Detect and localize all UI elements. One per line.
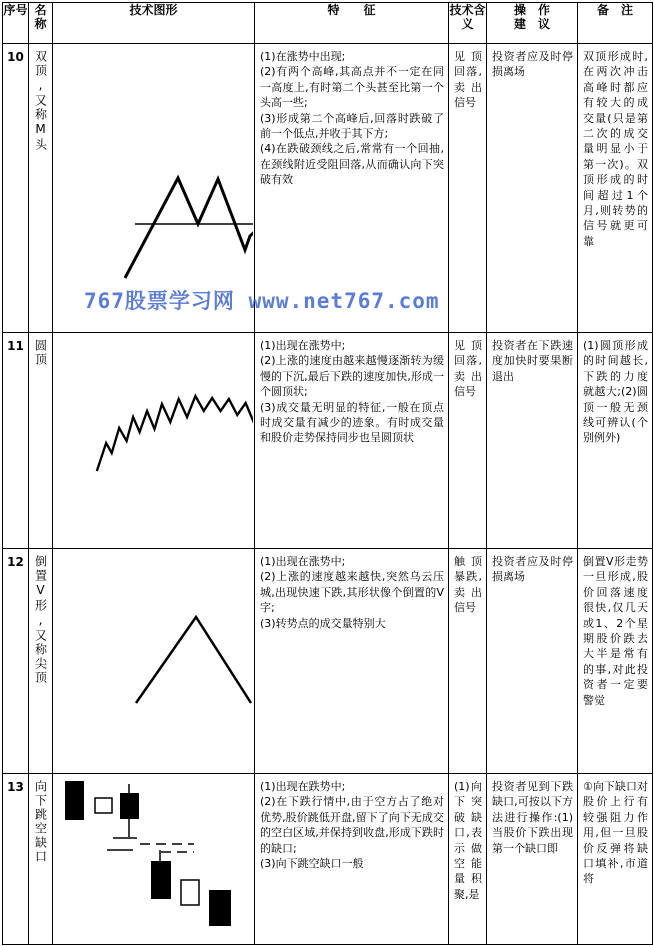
meaning-cell: (1)向下突破缺口,表示做空能量积聚,是 <box>449 774 487 945</box>
header-meaning: 技术含义 <box>449 3 487 44</box>
pattern-name: 圆顶 <box>33 339 48 367</box>
feature-item: (2)上涨的速度由越来越慢逐渐转为缓慢的下沉,最后下跌的速度加快,形成一个圆顶状; <box>260 354 444 399</box>
feature-item: (3)形成第二个高峰后,回落时跌破了前一个低点,并收于其下方; <box>260 111 444 141</box>
meaning-cell: 见顶回落,卖出信号 <box>449 44 487 333</box>
advice-cell: 投资者在下跌速度加快时要果断退出 <box>487 333 578 549</box>
pattern-table <box>2 2 653 945</box>
feature-item: (1)在涨势中出现; <box>260 50 346 63</box>
feature-item: (4)在跌破颈线之后,常常有一个回抽,在颈线附近受阻回落,从而确认向下突破有效 <box>260 142 444 187</box>
pattern-name: 双顶,又称M头 <box>33 50 48 152</box>
figure-cell <box>53 774 255 945</box>
note-cell: ①向下缺口对股价上行有较强阻力作用,但一旦股价反弹将缺口填补,市道将 <box>578 774 653 945</box>
pattern-name: 倒置V形,又称尖顶 <box>33 555 48 685</box>
feature-item: (3)转势点的成交量特别大 <box>260 616 386 630</box>
meaning-cell: 见顶回落,卖出信号 <box>449 333 487 549</box>
header-feature: 特 征 <box>255 3 449 44</box>
note-cell: 双顶形成时,在两次冲击高峰时都应有较大的成交量(只是第二次的成交量明显小于第一次)。双顶形成的时间超过1个月,则转势的信号就更可靠 <box>578 44 653 333</box>
down-gap-candles-figure <box>53 774 253 944</box>
pattern-name-cell <box>29 549 53 774</box>
feature-item: (2)上涨的速度越来越快,突然乌云压城,出现快速下跌,其形状像个倒置的V字; <box>260 570 444 615</box>
watermark: 767股票学习网 www.net767.com <box>84 289 440 313</box>
note-cell: (1)圆顶形成的时间越长,下跌的力度就越大;(2)圆顶一般无颈线可辨认(个别例外) <box>578 333 653 549</box>
feature-item: (2)有两个高峰,其高点并不一定在同一高度上,有时第二个头甚至比第一个头高一些; <box>260 65 444 110</box>
meaning-cell: 触顶暴跌,卖出信号 <box>449 549 487 774</box>
pattern-name: 向下跳空缺口 <box>33 780 48 864</box>
double-top-figure <box>53 44 253 324</box>
row-number: 13 <box>3 774 29 945</box>
rounded-top-figure <box>53 333 253 543</box>
pattern-name-cell <box>29 774 53 945</box>
feature-item: (1)出现在涨势中; <box>260 555 346 568</box>
inverted-v-figure <box>53 549 253 769</box>
features-cell <box>255 774 449 945</box>
advice-cell: 投资者应及时停损离场 <box>487 44 578 333</box>
header-note: 备 注 <box>578 3 653 44</box>
figure-cell <box>53 549 255 774</box>
features-cell <box>255 549 449 774</box>
table-row <box>3 549 653 774</box>
feature-item: (1)出现在涨势中; <box>260 339 346 352</box>
figure-cell <box>53 333 255 549</box>
row-number: 11 <box>3 333 29 549</box>
table-header <box>3 3 653 44</box>
table-row <box>3 774 653 945</box>
pattern-name-cell <box>29 44 53 333</box>
advice-cell: 投资者见到下跌缺口,可按以下方法进行操作:(1)当股价下跌出现第一个缺口即 <box>487 774 578 945</box>
features-cell <box>255 333 449 549</box>
row-number: 12 <box>3 549 29 774</box>
header-advice: 操 作 建 议 <box>487 3 578 44</box>
feature-item: (2)在下跌行情中,由于空方占了绝对优势,股价跳低开盘,留下了向下无成交的空白区域,并保持到收盘,形成下跌时的缺口; <box>260 795 444 855</box>
pattern-name-cell <box>29 333 53 549</box>
advice-cell: 投资者应及时停损离场 <box>487 549 578 774</box>
row-number: 10 <box>3 44 29 333</box>
table-row <box>3 333 653 549</box>
feature-item: (3)向下跳空缺口一般 <box>260 857 364 871</box>
feature-item: (1)出现在跌势中; <box>260 780 346 793</box>
note-cell: 倒置V形走势一旦形成,股价回落速度很快,仅几天或1、2个星期股价跌去大半是常有的事,对此投资者一定要警觉 <box>578 549 653 774</box>
header-figure: 技术图形 <box>53 3 255 44</box>
header-no: 序号 <box>3 3 29 44</box>
header-name: 名称 <box>29 3 53 44</box>
feature-item: (3)成交量无明显的特征,一般在顶点时成交量有减少的迹象。有时成交量和股价走势保持同步也呈圆顶状 <box>260 400 444 445</box>
